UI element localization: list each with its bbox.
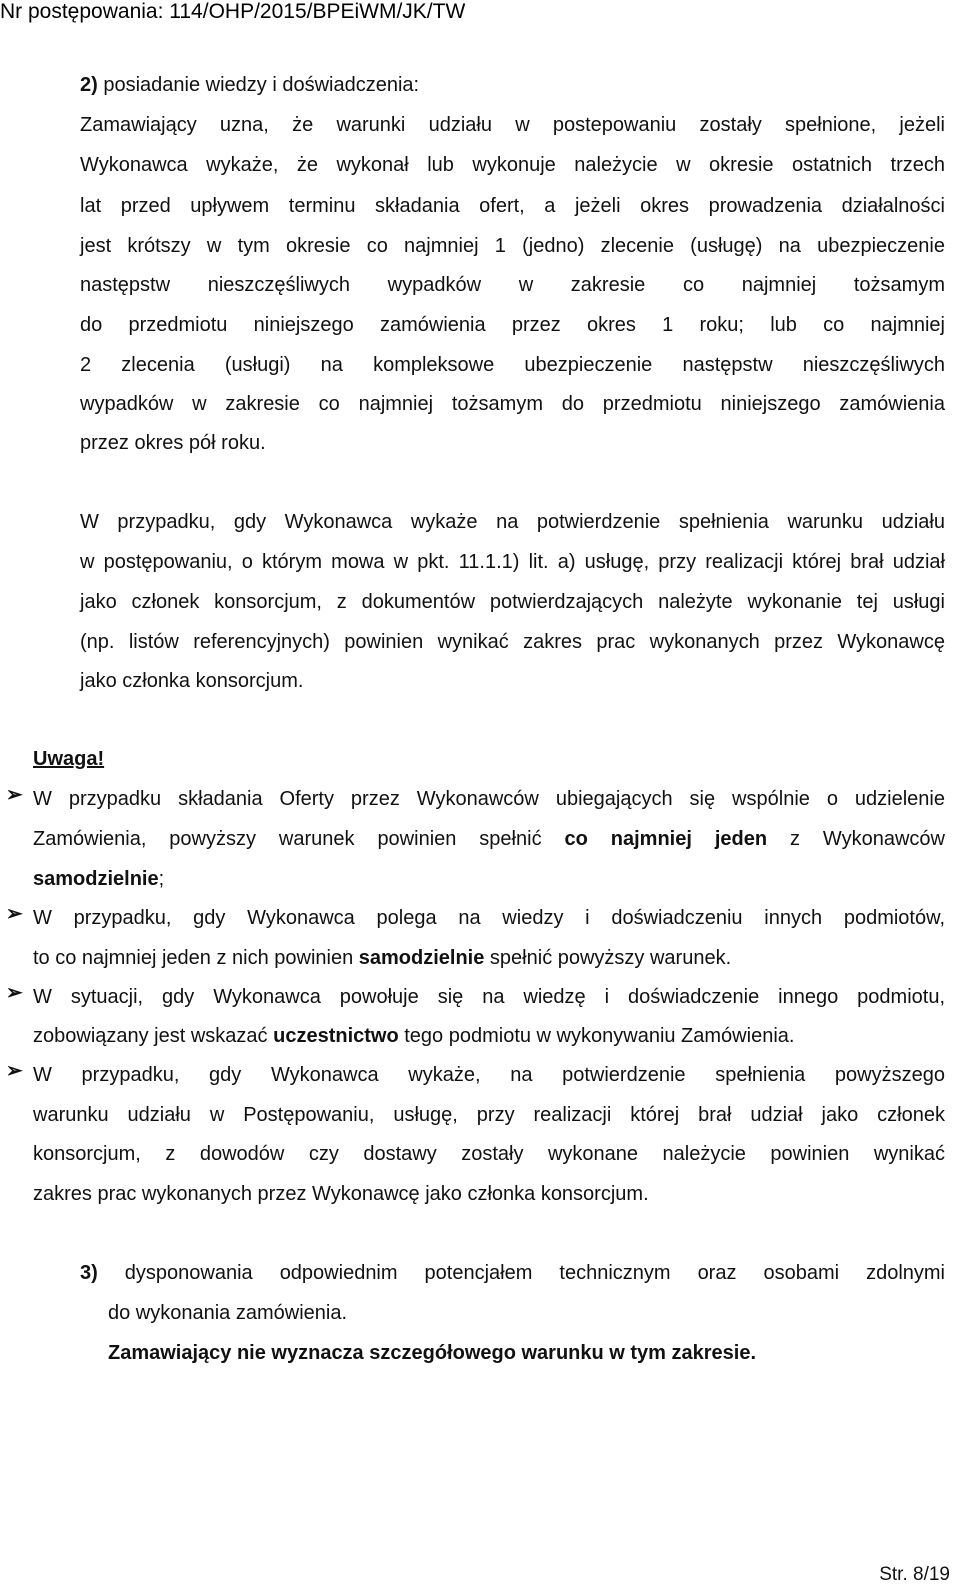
section-2-number: 2) bbox=[80, 74, 98, 96]
bullet-1-line bbox=[33, 829, 945, 849]
section-2-title: posiadanie wiedzy i doświadczenia: bbox=[97, 74, 420, 96]
bullet-2-text: to co najmniej jeden z nich powinien bbox=[33, 947, 359, 969]
bullet-2-emphasis: samodzielnie bbox=[358, 947, 485, 969]
section-2-line: Wykonawca wykaże, że wykonał lub wykonuje należycie w okresie ostatnich trzech bbox=[80, 154, 945, 176]
consortium-line: jako członek konsorcjum, z dokumentów potwierdzających należyte wykonanie tej usługi bbox=[80, 591, 945, 613]
bullet-1-text: Zamówienia, powyższy warunek powinien spełnić bbox=[33, 828, 565, 850]
bullet-1-emphasis: co najmniej jeden bbox=[564, 828, 768, 850]
section-3-line: do wykonania zamówienia. bbox=[108, 1302, 348, 1324]
bullet-3-text: zobowiązany jest wskazać bbox=[33, 1025, 274, 1047]
arrowhead-bullet-icon: ➢ bbox=[6, 1060, 23, 1082]
section-3-heading bbox=[80, 1263, 945, 1283]
bullet-1-emphasis: samodzielnie bbox=[33, 868, 159, 890]
bullet-4-line: warunku udziału w Postępowaniu, usługę, przy realizacji której brał udział jako członek bbox=[33, 1104, 945, 1126]
tender-number: Nr postępowania: 114/OHP/2015/BPEiWM/JK/TW bbox=[0, 0, 466, 23]
consortium-line: w postępowaniu, o którym mowa w pkt. 11.1.1) lit. a) usługę, przy realizacji której brał udział bbox=[80, 551, 945, 573]
bullet-1-line: W przypadku składania Oferty przez Wykonawców ubiegających się wspólnie o udzielenie bbox=[33, 788, 945, 810]
section-2-line: następstw nieszczęśliwych wypadków w zakresie co najmniej tożsamym bbox=[80, 274, 945, 296]
bullet-3-text: tego podmiotu w wykonywaniu Zamówienia. bbox=[398, 1025, 795, 1047]
bullet-2-line: W przypadku, gdy Wykonawca polega na wiedzy i doświadczeniu innych podmiotów, bbox=[33, 907, 945, 929]
bullet-4-line: konsorcjum, z dowodów czy dostawy zostały wykonane należycie powinien wynikać bbox=[33, 1143, 945, 1165]
consortium-line: W przypadku, gdy Wykonawca wykaże na potwierdzenie spełnienia warunku udziału bbox=[80, 511, 945, 533]
consortium-line: jako członka konsorcjum. bbox=[80, 670, 304, 692]
section-3-note: Zamawiający nie wyznacza szczegółowego warunku w tym zakresie. bbox=[108, 1342, 757, 1364]
bullet-2-text: spełnić powyższy warunek. bbox=[484, 947, 732, 969]
section-2-heading bbox=[80, 75, 419, 95]
bullet-3-emphasis: uczestnictwo bbox=[273, 1025, 399, 1047]
section-3-number: 3) bbox=[80, 1262, 98, 1284]
section-2-line: do przedmiotu niniejszego zamówienia przez okres 1 roku; lub co najmniej bbox=[80, 314, 945, 336]
section-2-line: 2 zlecenia (usługi) na kompleksowe ubezpieczenie następstw nieszczęśliwych bbox=[80, 354, 945, 376]
note-label: Uwaga! bbox=[33, 748, 105, 770]
section-2-line: wypadków w zakresie co najmniej tożsamym do przedmiotu niniejszego zamówienia bbox=[80, 393, 945, 415]
section-2-line: lat przed upływem terminu składania ofert, a jeżeli okres prowadzenia działalności bbox=[80, 195, 945, 217]
bullet-3-line: W sytuacji, gdy Wykonawca powołuje się na wiedzę i doświadczenie innego podmiotu, bbox=[33, 986, 945, 1008]
section-2-line: Zamawiający uzna, że warunki udziału w postepowaniu zostały spełnione, jeżeli bbox=[80, 114, 945, 136]
section-3-title: dysponowania odpowiednim potencjałem technicznym oraz osobami zdolnymi bbox=[97, 1262, 945, 1284]
arrowhead-bullet-icon: ➢ bbox=[6, 784, 23, 806]
bullet-4-line: W przypadku, gdy Wykonawca wykaże, na potwierdzenie spełnienia powyższego bbox=[33, 1064, 945, 1086]
bullet-2-line bbox=[33, 948, 731, 968]
bullet-1-text: z Wykonawców bbox=[767, 828, 945, 850]
consortium-line: (np. listów referencyjnych) powinien wynikać zakres prac wykonanych przez Wykonawcę bbox=[80, 631, 945, 653]
section-2-line: przez okres pół roku. bbox=[80, 432, 266, 454]
arrowhead-bullet-icon: ➢ bbox=[6, 982, 23, 1004]
bullet-3-line bbox=[33, 1026, 794, 1046]
section-2-line: jest krótszy w tym okresie co najmniej 1 (jedno) zlecenie (usługę) na ubezpieczenie bbox=[80, 235, 945, 257]
bullet-1-line bbox=[33, 869, 164, 889]
bullet-4-line: zakres prac wykonanych przez Wykonawcę jako członka konsorcjum. bbox=[33, 1183, 649, 1205]
page-number: Str. 8/19 bbox=[879, 1564, 950, 1585]
arrowhead-bullet-icon: ➢ bbox=[6, 903, 23, 925]
bullet-1-text: ; bbox=[158, 868, 165, 890]
